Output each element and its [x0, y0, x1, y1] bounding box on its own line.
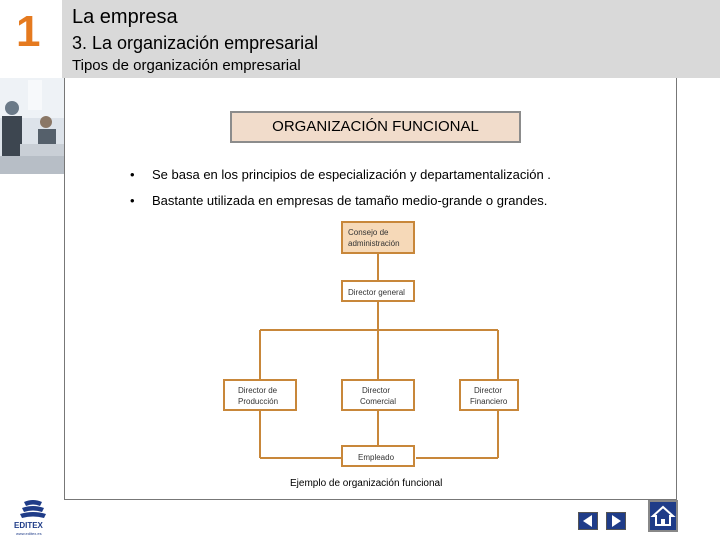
chapter-number: 1 [16, 7, 41, 56]
home-icon[interactable] [648, 500, 678, 532]
editex-logo [10, 498, 56, 536]
node-consejo [342, 222, 414, 253]
logo-url: www.editex.es [16, 531, 42, 536]
node-comercial-line1: Director [362, 386, 391, 395]
page-title: La empresa [72, 6, 178, 28]
bullet-text-before: Se basa en los principios de [152, 167, 319, 182]
node-produccion-line1: Director de [238, 386, 278, 395]
node-empleado-label: Empleado [358, 453, 395, 462]
node-comercial-line2: Comercial [360, 397, 397, 406]
bullet-marker: • [130, 193, 135, 208]
bullet-marker: • [130, 167, 135, 182]
concept-title-box: ORGANIZACIÓN FUNCIONAL [230, 111, 521, 143]
bullet-text-emphasis: especialización y departamentalización [318, 167, 544, 182]
figure-caption: Ejemplo de organización funcional [290, 478, 443, 489]
section-title: Tipos de organización empresarial [72, 57, 301, 74]
node-consejo-line2: administración [348, 239, 400, 248]
bullet-text: Bastante utilizada en empresas de tamaño medio-grande o grandes. [152, 193, 548, 208]
node-director-general-label: Director general [348, 288, 405, 297]
org-chart-diagram [220, 218, 520, 473]
node-produccion-line2: Producción [238, 397, 279, 406]
logo-brand: EDITEX [14, 521, 43, 530]
bullet-list [130, 166, 551, 218]
node-financiero-line2: Financiero [470, 397, 508, 406]
list-item [130, 166, 551, 192]
next-arrow-icon[interactable] [606, 512, 626, 530]
bullet-text-after: . [543, 167, 551, 182]
node-consejo-line1: Consejo de [348, 228, 389, 237]
page-subtitle: 3. La organización empresarial [72, 33, 319, 53]
list-item [130, 192, 551, 218]
office-photo [0, 78, 64, 174]
prev-arrow-icon[interactable] [578, 512, 598, 530]
node-financiero-line1: Director [474, 386, 503, 395]
